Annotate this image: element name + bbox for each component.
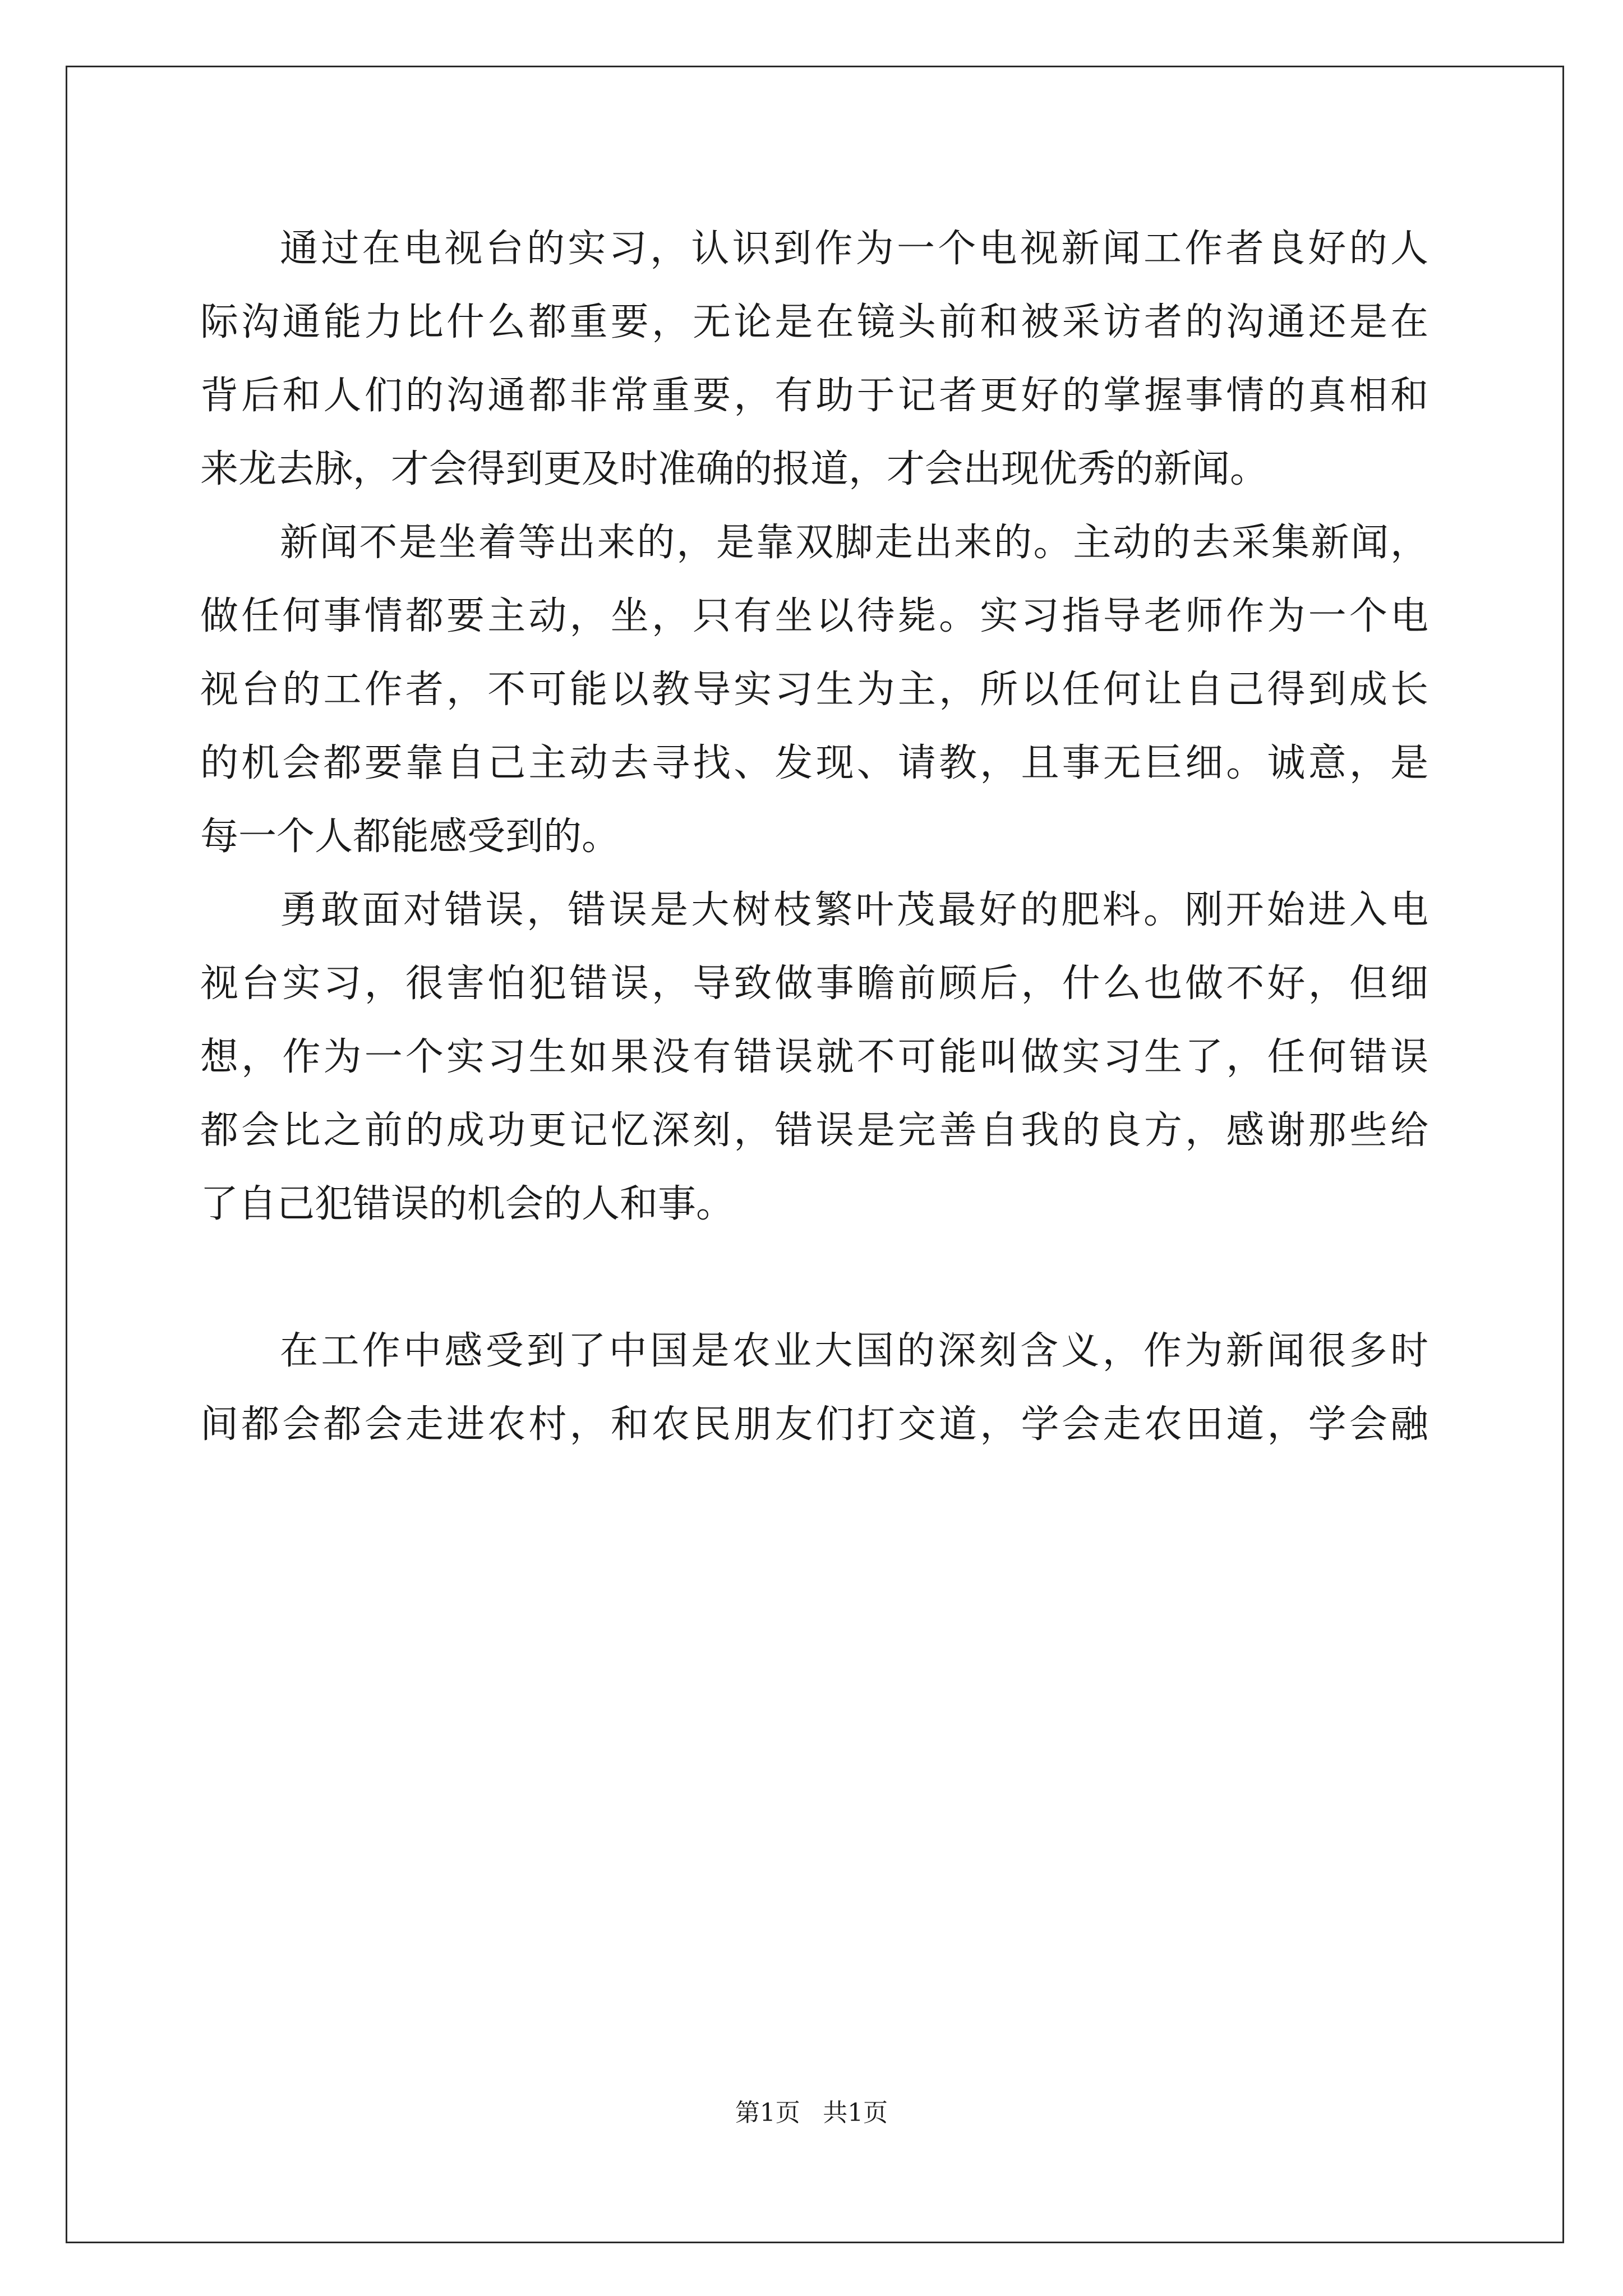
paragraph-1-line-1: 通过在电视台的实习，认识到作为一个电视新闻工作者良好的人 xyxy=(280,227,1428,271)
paragraph-1-line-4: 来龙去脉，才会得到更及时准确的报道，才会出现优秀的新闻。 xyxy=(200,447,1269,491)
paragraph-4-line-2: 间都会都会走进农村，和农民朋友们打交道，学会走农田道，学会融 xyxy=(200,1402,1428,1447)
paragraph-4-line-1: 在工作中感受到了中国是农业大国的深刻含义，作为新闻很多时 xyxy=(280,1329,1428,1373)
document-body xyxy=(200,212,1428,1461)
page-number-footer: 第1页 共1页 xyxy=(735,2099,888,2127)
paragraph-2-line-3: 视台的工作者，不可能以教导实习生为主，所以任何让自己得到成长 xyxy=(200,668,1428,712)
paragraph-2-line-1: 新闻不是坐着等出来的，是靠双脚走出来的。主动的去采集新闻， xyxy=(280,521,1428,565)
paragraph-3-line-5: 了自己犯错误的机会的人和事。 xyxy=(200,1182,735,1226)
paragraph-1-line-3: 背后和人们的沟通都非常重要，有助于记者更好的掌握事情的真相和 xyxy=(200,374,1428,418)
paragraph-2-line-4: 的机会都要靠自己主动去寻找、发现、请教，且事无巨细。诚意，是 xyxy=(200,741,1428,785)
paragraph-3-line-1: 勇敢面对错误，错误是大树枝繁叶茂最好的肥料。刚开始进入电 xyxy=(280,888,1428,932)
paragraph-3-line-2: 视台实习，很害怕犯错误，导致做事瞻前顾后，什么也做不好，但细 xyxy=(200,961,1428,1006)
paragraph-1-line-2: 际沟通能力比什么都重要，无论是在镜头前和被采访者的沟通还是在 xyxy=(200,300,1428,344)
paragraph-2-line-5: 每一个人都能感受到的。 xyxy=(200,815,620,859)
paragraph-3-line-4: 都会比之前的成功更记忆深刻，错误是完善自我的良方，感谢那些给 xyxy=(200,1108,1428,1153)
paragraph-gap xyxy=(200,1241,1428,1314)
paragraph-2-line-2: 做任何事情都要主动，坐，只有坐以待毙。实习指导老师作为一个电 xyxy=(200,594,1428,638)
paragraph-3-line-3: 想，作为一个实习生如果没有错误就不可能叫做实习生了，任何错误 xyxy=(200,1035,1428,1079)
